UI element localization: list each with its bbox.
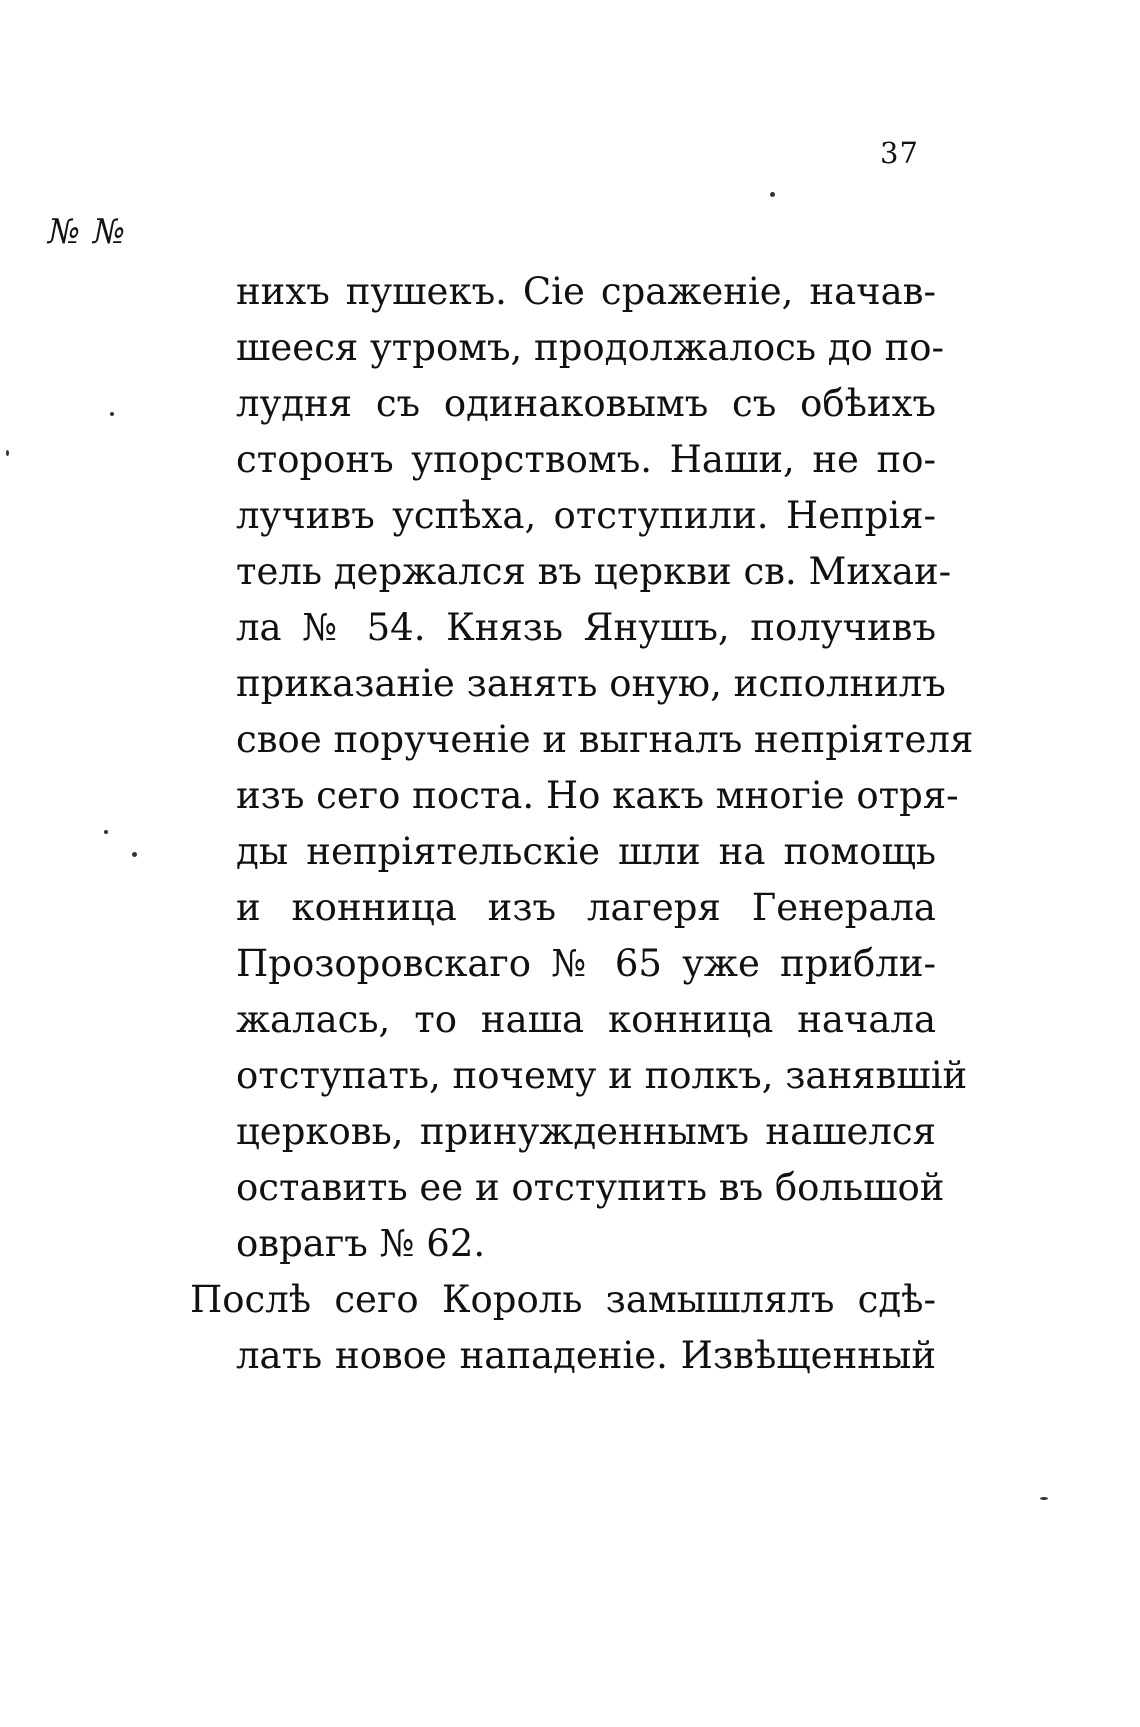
scan-speck: [770, 192, 775, 197]
page-number: 37: [880, 136, 919, 170]
text-line: церковь, принужденнымъ нашелся: [236, 1110, 936, 1153]
text-line: сторонъ упорствомъ. Наши, не по-: [236, 438, 936, 481]
text-line: изъ сего поста. Но какъ многіе отря-: [236, 774, 959, 817]
margin-note: № №: [48, 212, 127, 252]
text-line: оврагъ № 62.: [236, 1222, 486, 1265]
text-line: ла № 54. Князь Янушъ, получивъ: [236, 606, 936, 649]
text-line: ды непріятельскіе шли на помощь: [236, 830, 936, 873]
text-line: отступать, почему и полкъ, занявшій: [236, 1054, 968, 1097]
text-line: тель держался въ церкви св. Михаи-: [236, 550, 952, 593]
text-line: Послѣ сего Король замышлялъ сдѣ-: [190, 1278, 936, 1321]
scan-speck: [104, 830, 108, 834]
scan-speck: [110, 412, 114, 416]
scan-speck: [1040, 1497, 1048, 1500]
text-line: свое порученіе и выгналъ непріятеля: [236, 718, 974, 761]
text-line: ниxъ пушекъ. Сіе сраженіе, начав-: [236, 270, 936, 313]
text-line: оставить ее и отступить въ большой: [236, 1166, 945, 1209]
text-line: лать новое нападеніе. Извѣщенный: [236, 1334, 936, 1377]
text-line: приказаніе занять оную, исполнилъ: [236, 662, 946, 705]
scan-speck: [132, 852, 137, 857]
scan-speck: [6, 450, 9, 456]
text-line: шееся утромъ, продолжалось до по-: [236, 326, 945, 369]
text-line: лудня съ одинаковымъ съ обѣихъ: [236, 382, 936, 425]
text-line: Прозоровскаго № 65 уже прибли-: [236, 942, 936, 985]
text-line: жалась, то наша конница начала: [236, 998, 936, 1041]
text-line: лучивъ успѣха, отступили. Непрія-: [236, 494, 936, 537]
text-line: и конница изъ лагеря Генерала: [236, 886, 936, 929]
